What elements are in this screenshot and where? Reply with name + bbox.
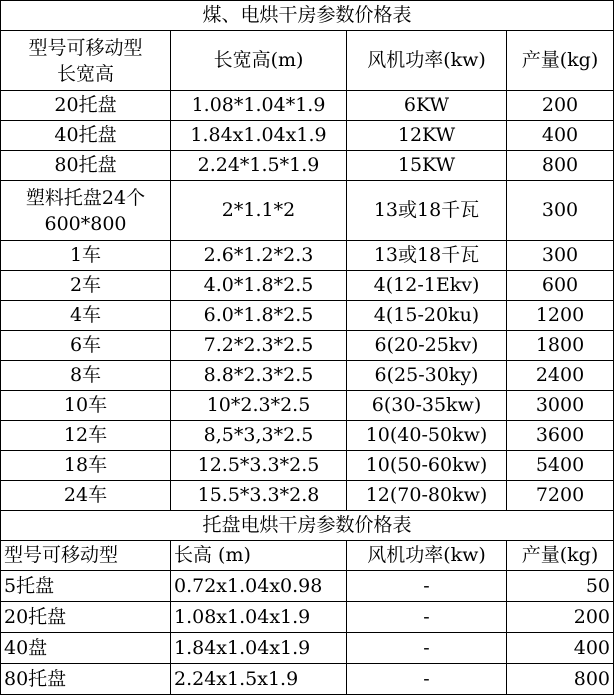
table-row — [1, 301, 614, 331]
cell-dimensions: 8.8*2.3*2.5 — [171, 361, 347, 391]
table-row — [1, 91, 614, 121]
cell-model: 20托盘 — [1, 91, 171, 121]
cell-model: 80托盘 — [1, 151, 171, 181]
cell-dimensions: 2.6*1.2*2.3 — [171, 241, 347, 271]
table-row — [1, 421, 614, 451]
cell-fan-power: 6(20-25kv) — [347, 331, 507, 361]
cell-model: 1车 — [1, 241, 171, 271]
cell-dimensions: 0.72x1.04x0.98 — [171, 571, 347, 602]
cell-fan-power: 12(70-80kw) — [347, 481, 507, 511]
table1-header-model-line2: 长宽高 — [56, 62, 114, 85]
cell-model: 80托盘 — [1, 664, 171, 695]
table-row — [1, 181, 614, 241]
cell-fan-power: 13或18千瓦 — [347, 241, 507, 271]
table1-header-dimensions: 长宽高(m) — [171, 31, 347, 91]
table-row — [1, 451, 614, 481]
table-row — [1, 664, 614, 695]
cell-output: 2400 — [507, 361, 614, 391]
cell-output: 600 — [507, 271, 614, 301]
cell-fan-power: 13或18千瓦 — [347, 181, 507, 241]
cell-fan-power: 6KW — [347, 91, 507, 121]
table-row — [1, 271, 614, 301]
table-row — [1, 481, 614, 511]
cell-fan-power: - — [347, 571, 507, 602]
table-row — [1, 121, 614, 151]
cell-output: 3000 — [507, 391, 614, 421]
cell-fan-power: 4(12-1Ekv) — [347, 271, 507, 301]
cell-model: 2车 — [1, 271, 171, 301]
table1-header-output: 产量(kg) — [507, 31, 614, 91]
cell-dimensions: 10*2.3*2.5 — [171, 391, 347, 421]
table1-header-fan-power: 风机功率(kw) — [347, 31, 507, 91]
cell-fan-power: - — [347, 664, 507, 695]
cell-output: 200 — [507, 602, 614, 633]
cell-model: 18车 — [1, 451, 171, 481]
cell-fan-power: 15KW — [347, 151, 507, 181]
table-row — [1, 241, 614, 271]
cell-dimensions: 2*1.1*2 — [171, 181, 347, 241]
cell-model: 6车 — [1, 331, 171, 361]
cell-fan-power: 4(15-20ku) — [347, 301, 507, 331]
cell-dimensions: 1.08*1.04*1.9 — [171, 91, 347, 121]
cell-output: 3600 — [507, 421, 614, 451]
table2-header-output: 产量(kg) — [507, 541, 614, 571]
cell-dimensions: 12.5*3.3*2.5 — [171, 451, 347, 481]
cell-output: 300 — [507, 181, 614, 241]
table1-title: 煤、电烘干房参数价格表 — [1, 1, 614, 31]
table-row — [1, 633, 614, 664]
table-row — [1, 361, 614, 391]
cell-model-line1: 塑料托盘24个 — [25, 186, 146, 209]
cell-fan-power: 12KW — [347, 121, 507, 151]
table-row — [1, 331, 614, 361]
table-row — [1, 602, 614, 633]
table-row — [1, 151, 614, 181]
cell-model: 8车 — [1, 361, 171, 391]
table1-header-model — [1, 31, 171, 91]
cell-fan-power: - — [347, 602, 507, 633]
table2-title: 托盘电烘干房参数价格表 — [1, 511, 614, 541]
cell-dimensions: 1.84x1.04x1.9 — [171, 633, 347, 664]
cell-output: 5400 — [507, 451, 614, 481]
table2-header-fan-power: 风机功率(kw) — [347, 541, 507, 571]
cell-output: 300 — [507, 241, 614, 271]
cell-dimensions: 8,5*3,3*2.5 — [171, 421, 347, 451]
cell-model: 20托盘 — [1, 602, 171, 633]
cell-fan-power: 10(40-50kw) — [347, 421, 507, 451]
cell-dimensions: 7.2*2.3*2.5 — [171, 331, 347, 361]
cell-output: 1800 — [507, 331, 614, 361]
cell-model — [1, 181, 171, 241]
cell-fan-power: 6(30-35kw) — [347, 391, 507, 421]
cell-output: 1200 — [507, 301, 614, 331]
cell-model: 4车 — [1, 301, 171, 331]
cell-dimensions: 1.08x1.04x1.9 — [171, 602, 347, 633]
cell-model: 10车 — [1, 391, 171, 421]
cell-output: 800 — [507, 151, 614, 181]
cell-dimensions: 2.24*1.5*1.9 — [171, 151, 347, 181]
table-row — [1, 391, 614, 421]
cell-output: 800 — [507, 664, 614, 695]
cell-output: 400 — [507, 121, 614, 151]
cell-output: 400 — [507, 633, 614, 664]
cell-fan-power: 10(50-60kw) — [347, 451, 507, 481]
cell-model: 12车 — [1, 421, 171, 451]
table2-header-model: 型号可移动型 — [1, 541, 171, 571]
cell-dimensions: 2.24x1.5x1.9 — [171, 664, 347, 695]
cell-dimensions: 6.0*1.8*2.5 — [171, 301, 347, 331]
cell-dimensions: 15.5*3.3*2.8 — [171, 481, 347, 511]
cell-model: 5托盘 — [1, 571, 171, 602]
cell-model-line2: 600*800 — [44, 212, 127, 235]
cell-dimensions: 4.0*1.8*2.5 — [171, 271, 347, 301]
cell-output: 50 — [507, 571, 614, 602]
cell-fan-power: 6(25-30ky) — [347, 361, 507, 391]
cell-model: 40托盘 — [1, 121, 171, 151]
cell-output: 200 — [507, 91, 614, 121]
table-row — [1, 571, 614, 602]
cell-model: 40盘 — [1, 633, 171, 664]
table2-header-dimensions: 长高 (m) — [171, 541, 347, 571]
cell-dimensions: 1.84x1.04x1.9 — [171, 121, 347, 151]
cell-model: 24车 — [1, 481, 171, 511]
cell-fan-power: - — [347, 633, 507, 664]
cell-output: 7200 — [507, 481, 614, 511]
table1-header-model-line1: 型号可移动型 — [28, 36, 143, 59]
